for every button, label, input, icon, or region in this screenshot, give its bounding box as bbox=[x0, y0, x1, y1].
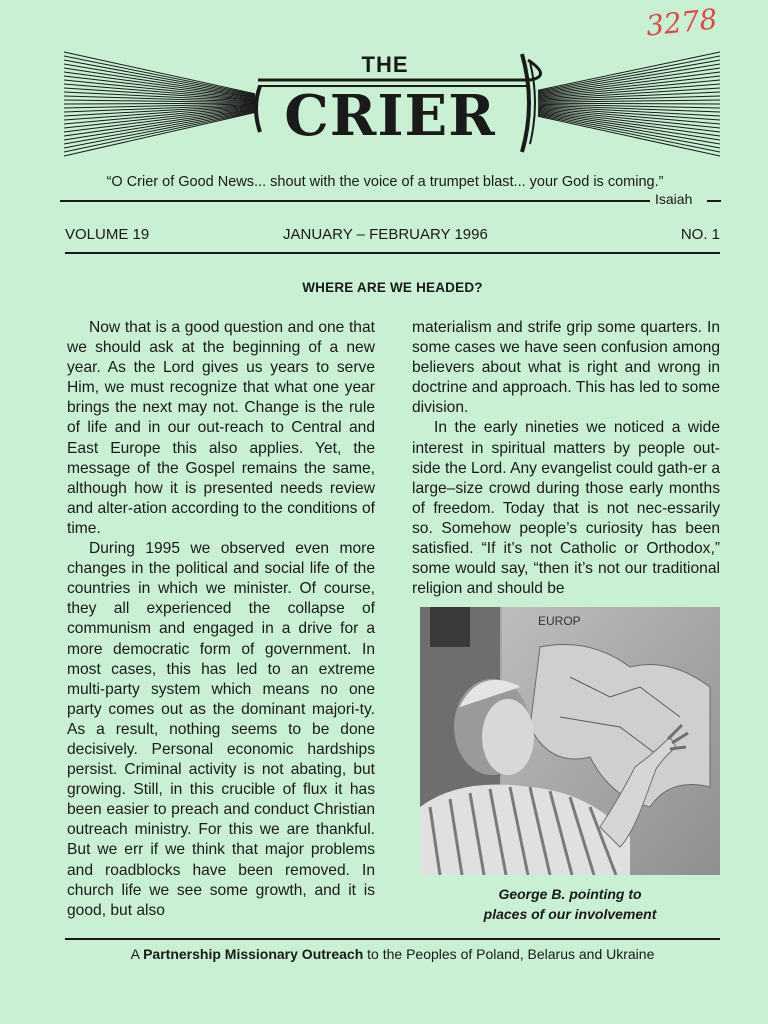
article-column-left bbox=[67, 318, 375, 921]
issue-bar bbox=[65, 226, 720, 248]
masthead-ray bbox=[64, 64, 255, 96]
masthead-ray bbox=[64, 56, 255, 95]
masthead-ray bbox=[538, 52, 720, 90]
handwritten-note: 3278 bbox=[644, 2, 719, 43]
issue-volume: VOLUME 19 bbox=[65, 226, 150, 243]
footer-prefix: A bbox=[130, 946, 144, 962]
masthead-ray bbox=[538, 109, 720, 128]
masthead-ray bbox=[64, 103, 255, 104]
footer-suffix: to the Peoples of Poland, Belarus and Ukraine bbox=[363, 946, 655, 962]
footer-rule bbox=[65, 938, 720, 940]
motto-attribution: Isaiah bbox=[655, 191, 693, 207]
article-headline: WHERE ARE WE HEADED? bbox=[302, 280, 483, 295]
masthead-ray bbox=[538, 114, 720, 148]
masthead-the: THE bbox=[361, 52, 409, 77]
article-paragraph: Now that is a good question and one that we should ask at the beginning of a new year. As the Lord gives us years to serve Him, we must recognize that what one year brings the next may not. Change is the rule of life and in our out-reach to Central and East Europe this also applies. Yet, the message of the Gospel remains the same, although how it is presented needs review and alter-ation according to the conditions of time. bbox=[67, 319, 375, 537]
article-photo bbox=[420, 607, 720, 875]
masthead-title: CRIER bbox=[284, 83, 496, 149]
masthead-ray bbox=[538, 103, 720, 104]
article-paragraph: materialism and strife grip some quarters. In some cases we have seen confusion among believers about what is right and wrong in doctrine and approach. This has led to some division. bbox=[412, 319, 720, 417]
photo-caption-line: George B. pointing to bbox=[498, 886, 642, 902]
motto-rule bbox=[60, 200, 650, 202]
masthead-ray bbox=[64, 108, 255, 132]
article-paragraph: In the early nineties we noticed a wide interest in spiritual matters by people out-side the Lord. Any evangelist could gath-er a large–size crowd during those early months of freedom. Today that is not nec-essarily so. Somehow people’s curiosity has been satisfied. “If it’s not Catholic or Orthodox,” some would say, “then it’s not our traditional religion and should be bbox=[412, 419, 720, 598]
masthead-ray bbox=[64, 113, 255, 156]
photo-map-label: EUROP bbox=[538, 614, 581, 628]
issue-date: JANUARY – FEBRUARY 1996 bbox=[283, 226, 488, 243]
motto-quote: “O Crier of Good News... shout with the voice of a trumpet blast... your God is coming.” bbox=[106, 174, 664, 190]
masthead-ray bbox=[538, 72, 720, 95]
issue-rule bbox=[65, 252, 720, 254]
photo-caption-line: places of our involvement bbox=[483, 906, 657, 922]
motto-attribution-dash bbox=[707, 200, 721, 202]
masthead-ray bbox=[538, 60, 720, 92]
article-paragraph: During 1995 we observed even more changes in the political and social life of the countries in which we minister. Of course, they all experienced the collapse of communism and engaged in a drive for a more democratic form of government. In most cases, this has led to an extreme multi-party system which means no one party comes out as the dominant majori-ty. As a result, nothing seems to be done decisively. Personal economic hardships persist. Criminal activity is not abating, but growing. Still, in this crucible of flux it has been easier to preach and conduct Christian outreach ministry. For this we are thankful. But we err if we think that major problems and roadblocks have been removed. In church life we see some growth, and it is good, but also bbox=[67, 540, 375, 919]
article-column-right bbox=[412, 318, 720, 599]
issue-number: NO. 1 bbox=[680, 226, 720, 243]
masthead-ray bbox=[538, 68, 720, 94]
footer-tagline bbox=[65, 946, 720, 962]
photo-caption bbox=[420, 884, 720, 924]
footer-highlight: Partnership Missionary Outreach bbox=[143, 946, 364, 962]
masthead-ray bbox=[64, 111, 255, 148]
